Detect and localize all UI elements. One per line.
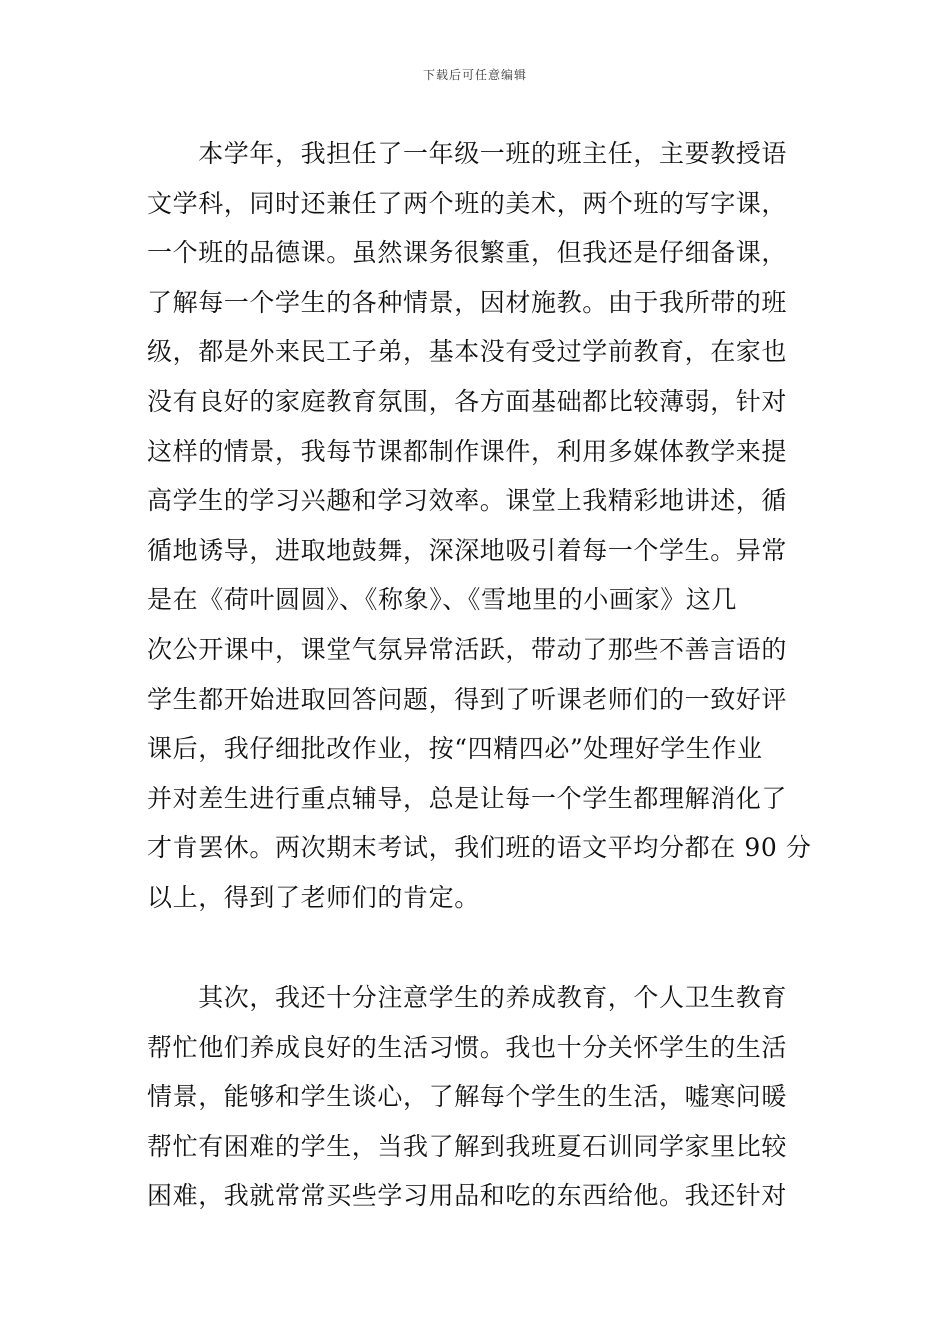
- text-line: 情景，能够和学生谈心，了解每个学生的生活，嘘寒问暖: [147, 1082, 788, 1112]
- text-line: 并对差生进行重点辅导，总是让每一个学生都理解消化了: [147, 783, 788, 813]
- text-line: 课后，我仔细批改作业，按“四精四必”处理好学生作业: [147, 734, 763, 764]
- text-line: 以上，得到了老师们的肯定。: [147, 882, 480, 912]
- text-line: 了解每一个学生的各种情景，因材施教。由于我所带的班: [147, 287, 788, 317]
- text-line: 本学年，我担任了一年级一班的班主任，主要教授语: [147, 139, 788, 168]
- paragraph-2: [147, 973, 807, 1221]
- text-line: 级，都是外来民工子弟，基本没有受过学前教育，在家也: [147, 337, 788, 367]
- text-line: 学生都开始进取回答问题，得到了听课老师们的一致好评: [147, 684, 788, 714]
- text-line: 帮忙他们养成良好的生活习惯。我也十分关怀学生的生活: [147, 1032, 788, 1062]
- text-line: 高学生的学习兴趣和学习效率。课堂上我精彩地讲述，循: [147, 486, 788, 516]
- text-line: 文学科，同时还兼任了两个班的美术，两个班的写字课，: [147, 188, 788, 218]
- text-line: 一个班的品德课。虽然课务很繁重，但我还是仔细备课，: [147, 238, 788, 268]
- text-line: 次公开课中，课堂气氛异常活跃，带动了那些不善言语的: [147, 634, 788, 664]
- page-header-note: 下载后可任意编辑: [422, 68, 527, 82]
- text-line: 没有良好的家庭教育氛围，各方面基础都比较薄弱，针对: [147, 386, 788, 416]
- text-line: 帮忙有困难的学生，当我了解到我班夏石训同学家里比较: [147, 1131, 788, 1161]
- text-line: 其次，我还十分注意学生的养成教育，个人卫生教育: [147, 983, 788, 1012]
- text-line: 困难，我就常常买些学习用品和吃的东西给他。我还针对: [147, 1181, 788, 1211]
- text-line: 是在《荷叶圆圆》、《称象》、《雪地里的小画家》这几: [147, 585, 738, 615]
- text-line: 才肯罢休。两次期末考试，我们班的语文平均分都在 90 分: [147, 833, 812, 863]
- text-line: 循地诱导，进取地鼓舞，深深地吸引着每一个学生。异常: [147, 535, 788, 565]
- text-line: 这样的情景，我每节课都制作课件，利用多媒体教学来提: [147, 436, 788, 466]
- paragraph-1: [147, 129, 812, 923]
